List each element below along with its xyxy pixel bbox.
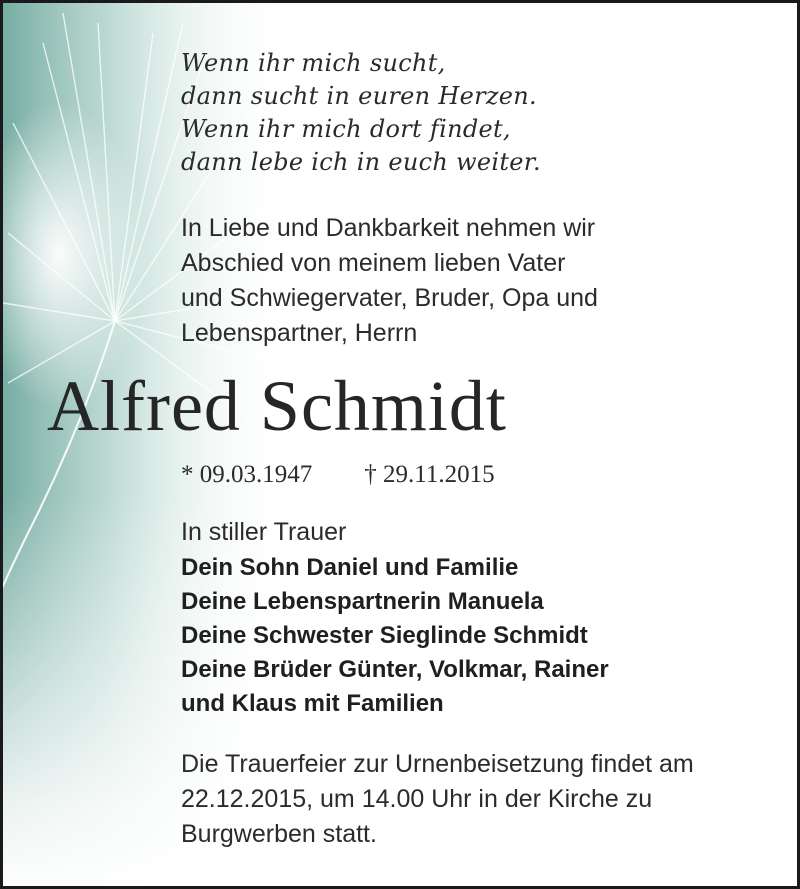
- mourners-intro: In stiller Trauer: [181, 518, 347, 546]
- intro-line: In Liebe und Dankbarkeit nehmen wir: [181, 214, 596, 242]
- service-announcement: [181, 747, 694, 852]
- poem-line: Wenn ihr mich sucht,: [181, 49, 446, 77]
- mourners-list: [181, 551, 609, 721]
- mourner-line: Deine Schwester Sieglinde Schmidt: [181, 622, 588, 649]
- birth-date: * 09.03.1947: [181, 461, 313, 488]
- intro-line: Lebenspartner, Herrn: [181, 319, 418, 347]
- mourner-line: Deine Lebenspartnerin Manuela: [181, 588, 544, 615]
- farewell-intro: [181, 211, 598, 351]
- death-date: † 29.11.2015: [364, 461, 495, 488]
- service-line: Die Trauerfeier zur Urnenbeisetzung findet am: [181, 750, 694, 778]
- poem-verse: [181, 47, 541, 179]
- intro-line: Abschied von meinem lieben Vater: [181, 249, 566, 277]
- service-line: Burgwerben statt.: [181, 820, 377, 848]
- poem-line: Wenn ihr mich dort findet,: [181, 115, 511, 143]
- poem-line: dann lebe ich in euch weiter.: [181, 148, 541, 176]
- service-line: 22.12.2015, um 14.00 Uhr in der Kirche zu: [181, 785, 653, 813]
- life-dates: [181, 459, 495, 491]
- mourner-line: und Klaus mit Familien: [181, 690, 444, 717]
- poem-line: dann sucht in euren Herzen.: [181, 82, 537, 110]
- mourner-line: Deine Brüder Günter, Volkmar, Rainer: [181, 656, 609, 683]
- mourner-line: Dein Sohn Daniel und Familie: [181, 554, 519, 581]
- deceased-name: Alfred Schmidt: [47, 366, 507, 446]
- intro-line: und Schwiegervater, Bruder, Opa und: [181, 284, 598, 312]
